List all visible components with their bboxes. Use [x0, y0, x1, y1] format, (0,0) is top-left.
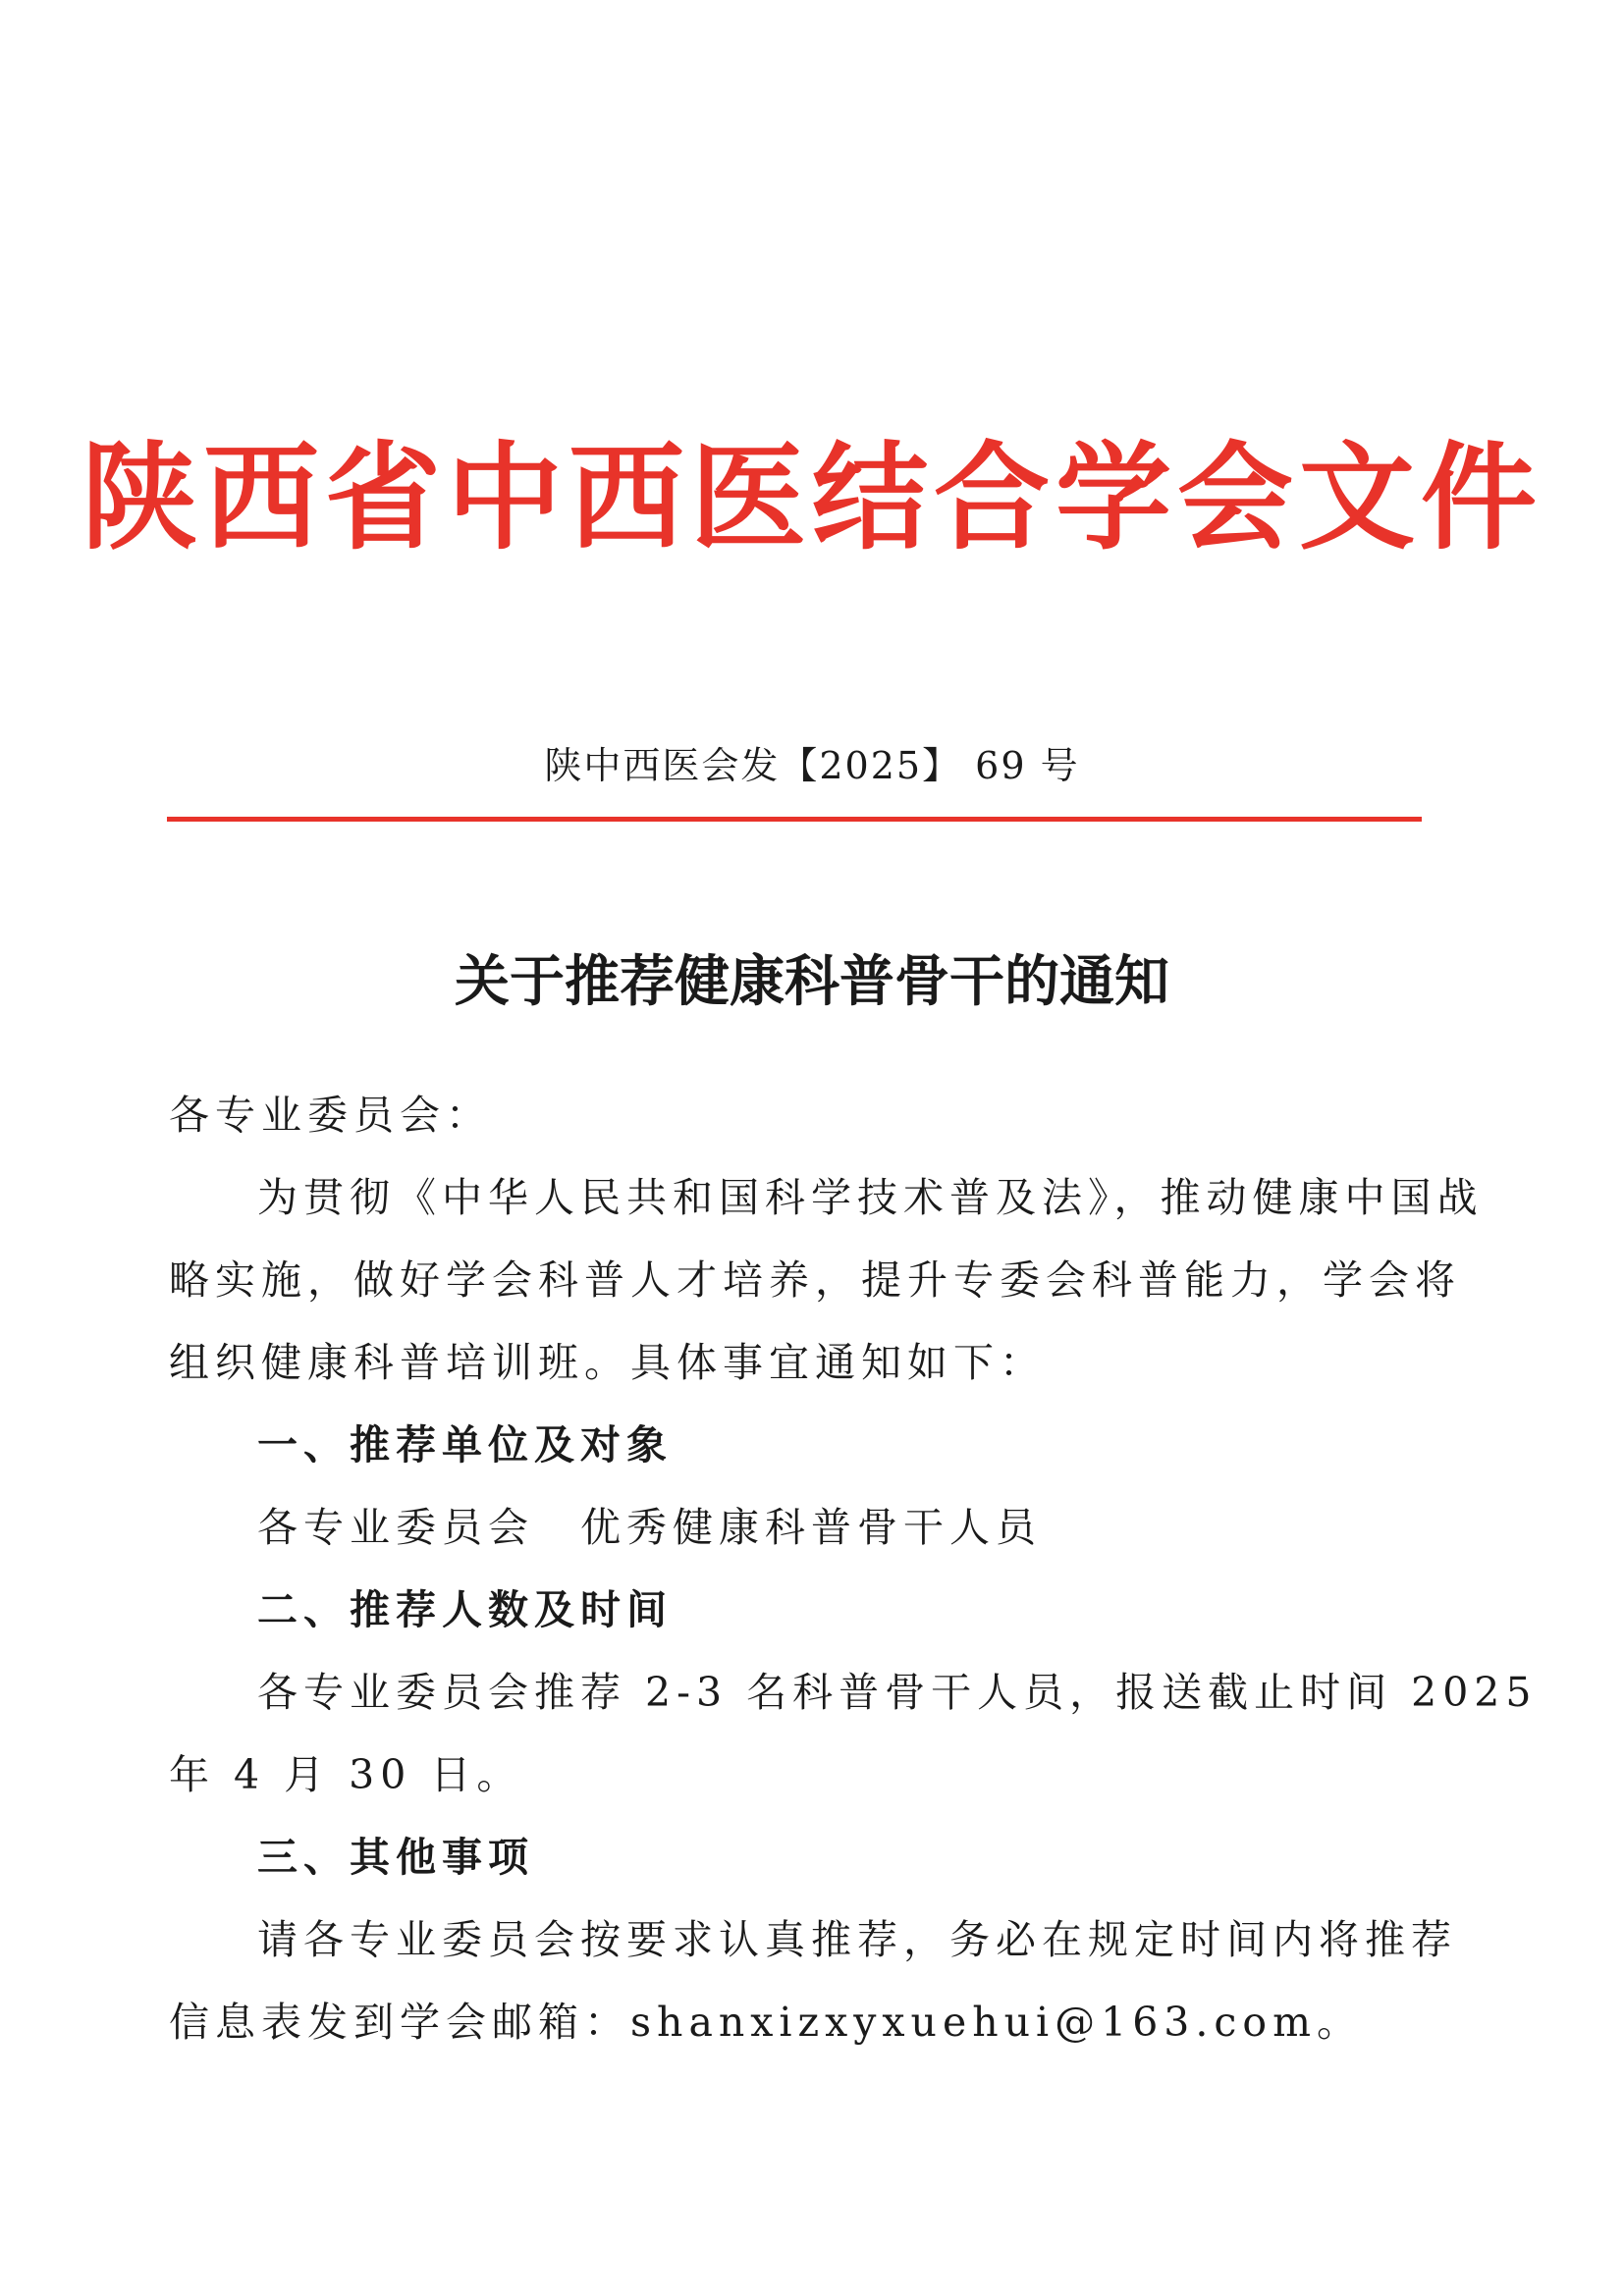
org-header-title: 陕西省中西医结合学会文件	[81, 429, 1543, 565]
section-line-email: 信息表发到学会邮箱：shanxizxyxuehui@163.com。	[169, 1999, 1363, 2046]
section-heading: 二、推荐人数及时间	[257, 1586, 673, 1633]
section-line: 请各专业委员会按要求认真推荐，务必在规定时间内将推荐	[257, 1916, 1457, 1963]
section-line: 各专业委员会推荐 2-3 名科普骨干人员，报送截止时间 2025	[257, 1669, 1538, 1716]
intro-line: 为贯彻《中华人民共和国科学技术普及法》，推动健康中国战	[257, 1174, 1484, 1221]
section-heading: 三、其他事项	[257, 1834, 534, 1881]
intro-line: 略实施，做好学会科普人才培养，提升专委会科普能力，学会将	[169, 1256, 1461, 1304]
section-line: 年 4 月 30 日。	[169, 1751, 523, 1798]
notice-title: 关于推荐健康科普骨干的通知	[455, 949, 1169, 1014]
document-number: 陕中西医会发【2025】 69 号	[544, 744, 1080, 787]
section-heading: 一、推荐单位及对象	[257, 1421, 673, 1468]
salutation: 各专业委员会：	[169, 1092, 492, 1139]
red-divider-line	[167, 817, 1422, 822]
intro-line: 组织健康科普培训班。具体事宜通知如下：	[169, 1339, 1046, 1386]
section-line: 各专业委员会 优秀健康科普骨干人员	[257, 1504, 1042, 1551]
